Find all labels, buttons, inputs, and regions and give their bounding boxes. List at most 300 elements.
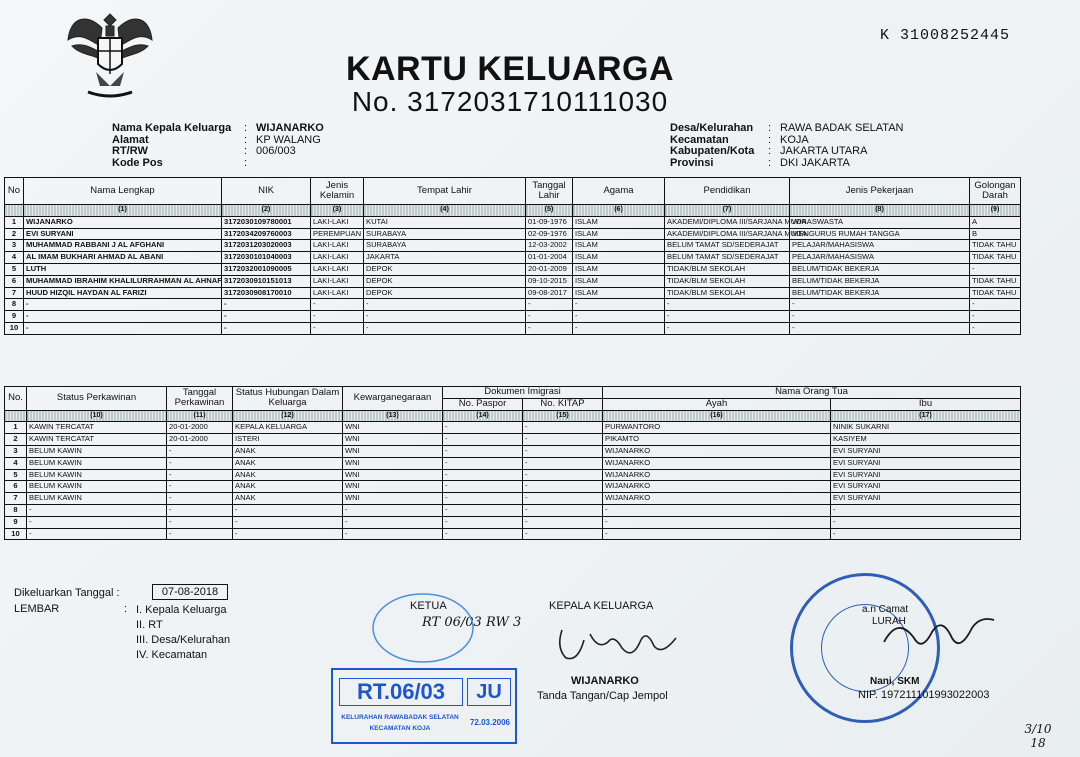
table-cell: KAWIN TERCATAT (27, 422, 167, 434)
table-cell: - (573, 299, 665, 311)
table-cell: - (24, 322, 222, 334)
table-cell: - (167, 504, 233, 516)
table-cell: - (167, 445, 233, 457)
table-cell: EVI SURYANI (831, 457, 1021, 469)
col-header-golongan-darah: Golongan Darah (970, 178, 1021, 205)
table-cell: BELUM KAWIN (27, 445, 167, 457)
table-cell: - (790, 311, 970, 323)
table-cell: - (167, 493, 233, 505)
table-cell: - (970, 311, 1021, 323)
table-cell: - (526, 322, 573, 334)
col-header-pendidikan: Pendidikan (665, 178, 790, 205)
table-cell: BELUM/TIDAK BEKERJA (790, 287, 970, 299)
table-cell: LUTH (24, 263, 222, 275)
table-cell: - (831, 528, 1021, 540)
col-number: (17) (831, 410, 1021, 422)
table-cell: - (831, 516, 1021, 528)
table-cell: - (311, 299, 364, 311)
table-cell: - (24, 299, 222, 311)
header-label: Nama Kepala Keluarga (112, 122, 232, 134)
table-cell: EVI SURYANI (24, 228, 222, 240)
header-label: Kabupaten/Kota (670, 145, 755, 157)
table-cell: EVI SURYANI (831, 481, 1021, 493)
table-row (5, 252, 1021, 264)
col-number: (16) (603, 410, 831, 422)
lembar-item: I. Kepala Keluarga (136, 604, 227, 616)
col-header-ibu: Ibu (831, 398, 1021, 410)
table-cell: KAWIN TERCATAT (27, 434, 167, 446)
table-cell: 5 (5, 263, 24, 275)
table-row (5, 263, 1021, 275)
table-cell: - (443, 504, 523, 516)
header-row: Kabupaten/Kota : JAKARTA UTARA (670, 145, 868, 157)
table-cell: - (523, 528, 603, 540)
issued-date-label: Dikeluarkan Tanggal : (14, 587, 120, 599)
table-cell: - (573, 311, 665, 323)
issued-date-value: 07-08-2018 (152, 584, 228, 600)
stamp-rt-number: RT.06/03 (339, 678, 463, 706)
header-row: Desa/Kelurahan : RAWA BADAK SELATAN (670, 122, 904, 134)
table-cell: NINIK SUKARNI (831, 422, 1021, 434)
col-number: (3) (311, 205, 364, 217)
table-cell: TIDAK/BLM SEKOLAH (665, 275, 790, 287)
table-cell: ISLAM (573, 216, 665, 228)
table-cell: - (167, 481, 233, 493)
table-cell: ISTERI (233, 434, 343, 446)
lurah-name: Nani, SKM (870, 676, 920, 687)
table-cell: LAKI-LAKI (311, 275, 364, 287)
table-cell: WIJANARKO (603, 493, 831, 505)
table-row (5, 469, 1021, 481)
stamp-date: 72.03.2006 (469, 718, 511, 727)
table-cell: - (364, 311, 526, 323)
table-cell: - (222, 322, 311, 334)
table-cell: KEPALA KELUARGA (233, 422, 343, 434)
table-cell: 6 (5, 481, 27, 493)
table-cell: 6 (5, 275, 24, 287)
header-label: Kecamatan (670, 133, 729, 146)
family-members-table (4, 177, 1021, 335)
table-cell: WNI (343, 434, 443, 446)
table-row (5, 481, 1021, 493)
table-cell: - (343, 504, 443, 516)
lurah-nip: NIP. 197211101993022003 (858, 689, 990, 701)
table-cell: 8 (5, 299, 24, 311)
table-cell: - (233, 528, 343, 540)
table-cell: - (603, 516, 831, 528)
an-camat-label: a.n Camat (862, 604, 909, 615)
col-header-status-hubungan: Status Hubungan Dalam Keluarga (233, 387, 343, 411)
col-header-agama: Agama (573, 178, 665, 205)
table-row (5, 493, 1021, 505)
table-cell: WIJANARKO (24, 216, 222, 228)
ketua-label: KETUA (410, 600, 447, 612)
table-cell: - (443, 481, 523, 493)
table-cell: - (443, 434, 523, 446)
table-cell: 3 (5, 445, 27, 457)
col-header-dokumen-imigrasi: Dokumen Imigrasi (443, 387, 603, 399)
header-row: Provinsi : DKI JAKARTA (670, 156, 850, 169)
col-number: (5) (526, 205, 573, 217)
table-cell: - (665, 322, 790, 334)
table-cell: - (523, 504, 603, 516)
table-cell: - (665, 299, 790, 311)
header-row: Kecamatan : KOJA (670, 133, 809, 146)
table-row (5, 504, 1021, 516)
table-cell: - (523, 516, 603, 528)
header-row: Nama Kepala Keluarga : WIJANARKO (112, 122, 324, 134)
table-cell: - (523, 445, 603, 457)
table-cell: - (233, 504, 343, 516)
table-row (5, 311, 1021, 323)
col-number: (2) (222, 205, 311, 217)
col-header-status-perkawinan: Status Perkawinan (27, 387, 167, 411)
table-cell: 3 (5, 240, 24, 252)
table-cell: 12-03-2002 (526, 240, 573, 252)
table-cell: ISLAM (573, 275, 665, 287)
col-header-no: No (5, 178, 24, 205)
table-cell: - (311, 311, 364, 323)
card-serial: K 31008252445 (880, 27, 1011, 44)
table-cell: MUHAMMAD IBRAHIM KHALILURRAHMAN AL AHNAF (24, 275, 222, 287)
table-cell: 8 (5, 504, 27, 516)
lurah-label: LURAH (872, 616, 906, 627)
table-cell: - (523, 481, 603, 493)
lembar-list (136, 603, 230, 663)
table-cell: - (167, 516, 233, 528)
header-label: Desa/Kelurahan (670, 122, 754, 134)
table-cell: DEPOK (364, 287, 526, 299)
table-cell: SURABAYA (364, 240, 526, 252)
header-left-block (112, 123, 324, 169)
table-cell: AKADEMI/DIPLOMA III/SARJANA MUDA (665, 228, 790, 240)
table-cell: BELUM TAMAT SD/SEDERAJAT (665, 240, 790, 252)
table-cell: WIJANARKO (603, 469, 831, 481)
table-cell: - (523, 469, 603, 481)
table-cell: WNI (343, 422, 443, 434)
table-cell: ISLAM (573, 240, 665, 252)
table-cell: AL IMAM BUKHARI AHMAD AL ABANI (24, 252, 222, 264)
table-cell: - (443, 422, 523, 434)
table-cell: - (364, 322, 526, 334)
table-cell: - (443, 445, 523, 457)
family-status-table (4, 386, 1021, 540)
table-row (5, 322, 1021, 334)
table-cell: ISLAM (573, 263, 665, 275)
table-cell: - (603, 528, 831, 540)
table-cell: - (831, 504, 1021, 516)
table-cell: 4 (5, 457, 27, 469)
table-row (5, 240, 1021, 252)
table-cell: WIJANARKO (603, 457, 831, 469)
table-cell: - (443, 457, 523, 469)
head-of-family-signature (540, 610, 700, 670)
header-value: JAKARTA UTARA (780, 145, 868, 157)
table-cell: LAKI-LAKI (311, 263, 364, 275)
table-cell: WIRASWASTA (790, 216, 970, 228)
header-value: 006/003 (256, 145, 296, 157)
table-cell: - (443, 493, 523, 505)
table-cell: 2 (5, 228, 24, 240)
family-card-number: No. 3172031710111030 (351, 86, 669, 117)
col-header-tanggal-lahir: Tanggal Lahir (526, 178, 573, 205)
table-cell: TIDAK TAHU (970, 287, 1021, 299)
header-value: KOJA (780, 133, 809, 146)
header-value: KP WALANG (256, 133, 321, 146)
table-cell: BELUM TAMAT SD/SEDERAJAT (665, 252, 790, 264)
table-cell: WNI (343, 457, 443, 469)
col-number: (10) (27, 410, 167, 422)
table-cell: - (233, 516, 343, 528)
col-number: (6) (573, 205, 665, 217)
table-cell: PURWANTORO (603, 422, 831, 434)
table-cell: - (443, 469, 523, 481)
table-cell: EVI SURYANI (831, 445, 1021, 457)
col-number: (9) (970, 205, 1021, 217)
kepala-keluarga-label: KEPALA KELUARGA (549, 600, 654, 612)
col-number: (14) (443, 410, 523, 422)
table-cell: WIJANARKO (603, 481, 831, 493)
table-cell: 01-01-2004 (526, 252, 573, 264)
stamp-ju: JU (467, 678, 511, 706)
table-cell: LAKI-LAKI (311, 216, 364, 228)
table-cell: 7 (5, 287, 24, 299)
table-cell: - (603, 504, 831, 516)
table-row (5, 516, 1021, 528)
table-cell: 3172031203020003 (222, 240, 311, 252)
table-row (5, 216, 1021, 228)
table-cell: - (311, 322, 364, 334)
table-cell: - (523, 434, 603, 446)
table-cell: BELUM KAWIN (27, 493, 167, 505)
table-cell: 1 (5, 422, 27, 434)
col-header-no-kitap: No. KITAP (523, 398, 603, 410)
table-cell: 3172030910151013 (222, 275, 311, 287)
table-cell: ANAK (233, 493, 343, 505)
header-value: WIJANARKO (256, 122, 324, 134)
table-cell: - (443, 528, 523, 540)
col-number: (12) (233, 410, 343, 422)
table-cell: - (970, 299, 1021, 311)
header-label: RT/RW (112, 145, 148, 157)
table-cell: BELUM/TIDAK BEKERJA (790, 275, 970, 287)
lurah-signature (880, 612, 1000, 662)
col-number: (13) (343, 410, 443, 422)
table-cell: 1 (5, 216, 24, 228)
table-cell: A (970, 216, 1021, 228)
table-cell: ANAK (233, 481, 343, 493)
table-cell: TIDAK TAHU (970, 275, 1021, 287)
table-cell: ISLAM (573, 228, 665, 240)
table-cell: 5 (5, 469, 27, 481)
lembar-colon: : (124, 603, 128, 615)
col-number: (8) (790, 205, 970, 217)
col-header-kewarganegaraan: Kewarganegaraan (343, 387, 443, 411)
col-header-pekerjaan: Jenis Pekerjaan (790, 178, 970, 205)
table-cell: ISLAM (573, 287, 665, 299)
table-cell: PEREMPUAN (311, 228, 364, 240)
col-number: (15) (523, 410, 603, 422)
table-cell: DEPOK (364, 263, 526, 275)
table-cell: PELAJAR/MAHASISWA (790, 240, 970, 252)
table-cell: - (167, 469, 233, 481)
table-row (5, 445, 1021, 457)
page-mark: 3/10 18 (1024, 722, 1052, 750)
table-cell: - (167, 528, 233, 540)
table-row (5, 422, 1021, 434)
col-header-nama: Nama Lengkap (24, 178, 222, 205)
table-cell: 3172030109780001 (222, 216, 311, 228)
table-cell: EVI SURYANI (831, 469, 1021, 481)
table-cell: 9 (5, 516, 27, 528)
table-cell: 20-01-2000 (167, 422, 233, 434)
table-cell: 2 (5, 434, 27, 446)
col-number: (1) (24, 205, 222, 217)
rt-stamp (331, 668, 517, 744)
table-cell: MUHAMMAD RABBANI J AL AFGHANI (24, 240, 222, 252)
table-row (5, 457, 1021, 469)
table-cell: BELUM/TIDAK BEKERJA (790, 263, 970, 275)
table-cell: - (790, 322, 970, 334)
table-cell: - (222, 311, 311, 323)
table-cell: - (970, 322, 1021, 334)
table-cell: - (790, 299, 970, 311)
table-cell: 20-01-2009 (526, 263, 573, 275)
col-header-tanggal-perkawinan: Tanggal Perkawinan (167, 387, 233, 411)
table-row (5, 299, 1021, 311)
header-label: Alamat (112, 133, 149, 146)
table-cell: WNI (343, 481, 443, 493)
table-cell: 3172032001090005 (222, 263, 311, 275)
table-cell: - (970, 263, 1021, 275)
kepala-keluarga-name: WIJANARKO (571, 675, 639, 687)
header-value: DKI JAKARTA (780, 156, 850, 169)
table-cell: 3172030101040003 (222, 252, 311, 264)
table-row (5, 228, 1021, 240)
col-header-no: No. (5, 387, 27, 411)
table-cell: - (27, 504, 167, 516)
table-cell: ANAK (233, 457, 343, 469)
table-cell: - (526, 311, 573, 323)
lembar-item: III. Desa/Kelurahan (136, 634, 231, 646)
table-cell: JAKARTA (364, 252, 526, 264)
lembar-item: IV. Kecamatan (136, 649, 208, 661)
table-cell: 10 (5, 322, 24, 334)
col-number: (7) (665, 205, 790, 217)
table-cell: WNI (343, 493, 443, 505)
col-number: (11) (167, 410, 233, 422)
table-cell: - (27, 528, 167, 540)
table-cell: SURABAYA (364, 228, 526, 240)
table-cell: - (526, 299, 573, 311)
table-cell: 10 (5, 528, 27, 540)
header-row: RT/RW : 006/003 (112, 145, 296, 157)
document-title: KARTU KELUARGA (345, 50, 675, 88)
table-row (5, 275, 1021, 287)
table-cell: - (343, 528, 443, 540)
lembar-label: LEMBAR (14, 603, 60, 615)
table-row (5, 434, 1021, 446)
table-cell: LAKI-LAKI (311, 240, 364, 252)
table-cell: TIDAK/BLM SEKOLAH (665, 263, 790, 275)
signature-caption: Tanda Tangan/Cap Jempol (537, 690, 668, 702)
table-cell: - (523, 422, 603, 434)
col-header-nama-orang-tua: Nama Orang Tua (603, 387, 1021, 399)
table-cell: DEPOK (364, 275, 526, 287)
table-cell: - (364, 299, 526, 311)
table-cell: ANAK (233, 445, 343, 457)
table-cell: 09-08-2017 (526, 287, 573, 299)
table-cell: WNI (343, 445, 443, 457)
rt-handwriting: RT 06/03 RW 3 (422, 615, 522, 630)
table-cell: TIDAK TAHU (970, 252, 1021, 264)
table-cell: B (970, 228, 1021, 240)
table-cell: WIJANARKO (603, 445, 831, 457)
stamp-line-2: KECAMATAN KOJA (369, 725, 431, 732)
rt-ink-circle (368, 588, 478, 668)
table-cell: - (24, 311, 222, 323)
table-cell: MENGURUS RUMAH TANGGA (790, 228, 970, 240)
col-header-jenis-kelamin: Jenis Kelamin (311, 178, 364, 205)
header-right-block (670, 123, 903, 169)
table-cell: 4 (5, 252, 24, 264)
table-cell: KUTAI (364, 216, 526, 228)
table-cell: EVI SURYANI (831, 493, 1021, 505)
col-header-no-paspor: No. Paspor (443, 398, 523, 410)
table-cell: ANAK (233, 469, 343, 481)
header-label: Kode Pos (112, 156, 163, 169)
table-cell: - (443, 516, 523, 528)
table-cell: 01-09-1976 (526, 216, 573, 228)
header-row: Kode Pos : (112, 156, 248, 169)
col-header-nik: NIK (222, 178, 311, 205)
table-cell: KASIYEM (831, 434, 1021, 446)
table-cell: WNI (343, 469, 443, 481)
table-cell: - (573, 322, 665, 334)
table-cell: - (665, 311, 790, 323)
table-cell: BELUM KAWIN (27, 457, 167, 469)
header-value: RAWA BADAK SELATAN (780, 122, 904, 134)
table-cell: AKADEMI/DIPLOMA III/SARJANA MUDA (665, 216, 790, 228)
col-number: (4) (364, 205, 526, 217)
col-header-tempat-lahir: Tempat Lahir (364, 178, 526, 205)
table-cell: LAKI-LAKI (311, 252, 364, 264)
table-cell: HUUD HIZQIL HAYDAN AL FARIZI (24, 287, 222, 299)
table-cell: TIDAK/BLM SEKOLAH (665, 287, 790, 299)
table-cell: - (343, 516, 443, 528)
table-cell: ISLAM (573, 252, 665, 264)
table-cell: 02-09-1976 (526, 228, 573, 240)
table-row (5, 287, 1021, 299)
table-cell: PIKAMTO (603, 434, 831, 446)
table-cell: - (167, 457, 233, 469)
table-cell: BELUM KAWIN (27, 469, 167, 481)
table-cell: - (222, 299, 311, 311)
table-cell: 9 (5, 311, 24, 323)
table-cell: TIDAK TAHU (970, 240, 1021, 252)
lembar-item: II. RT (136, 619, 163, 631)
col-header-ayah: Ayah (603, 398, 831, 410)
table-cell: 3172030908170010 (222, 287, 311, 299)
table-cell: - (523, 457, 603, 469)
stamp-line-1: KELURAHAN RAWABADAK SELATAN (341, 714, 459, 721)
table-row (5, 528, 1021, 540)
table-cell: 20-01-2000 (167, 434, 233, 446)
table-cell: LAKI-LAKI (311, 287, 364, 299)
table-cell: 7 (5, 493, 27, 505)
table-cell: BELUM KAWIN (27, 481, 167, 493)
header-row: Alamat : KP WALANG (112, 133, 321, 146)
